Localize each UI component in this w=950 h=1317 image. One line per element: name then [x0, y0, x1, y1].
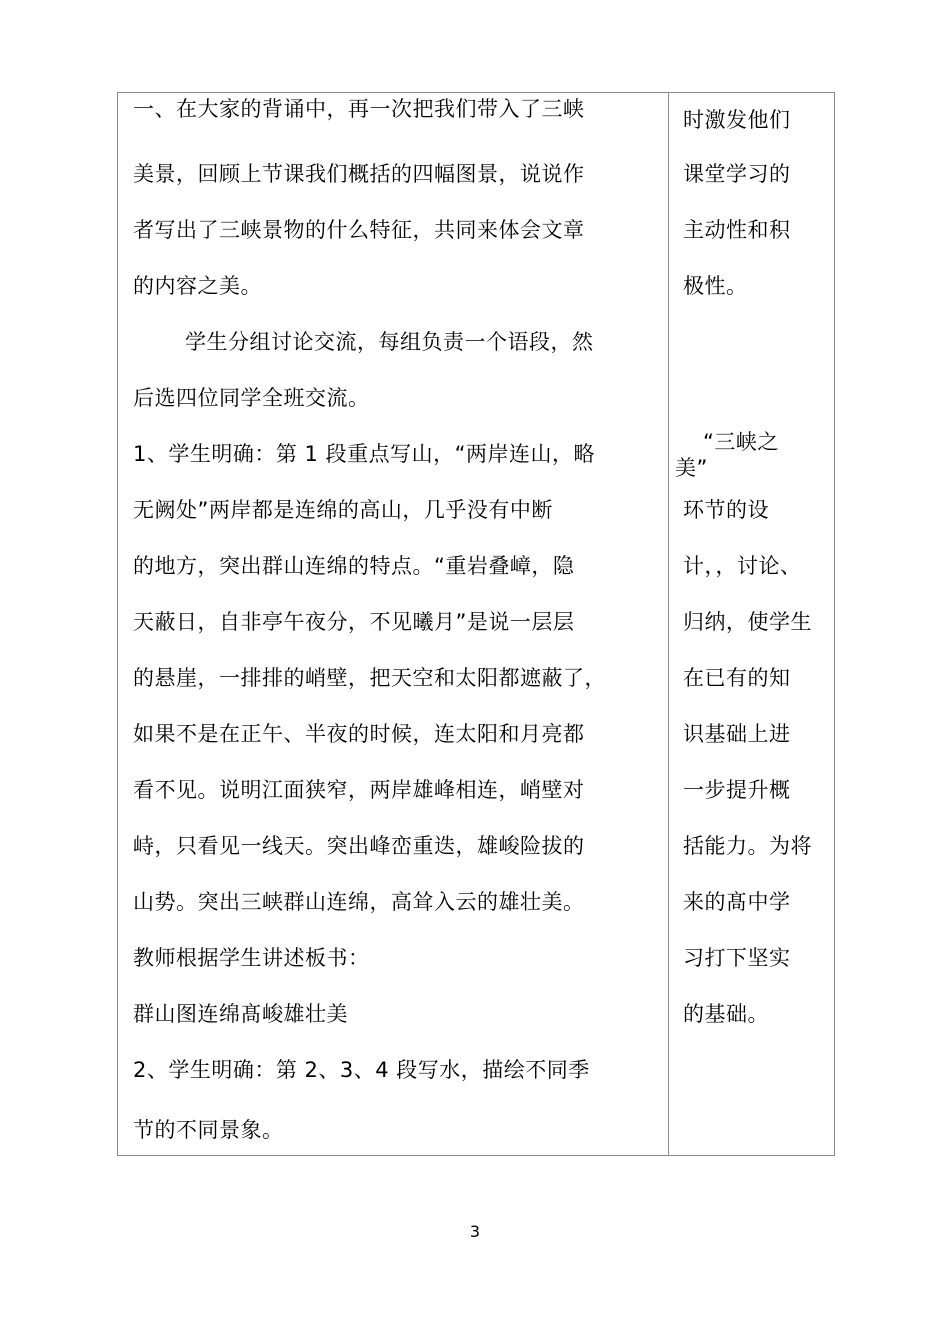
content-line: 1、学生明确：第 1 段重点写山，“两岸连山，略 — [133, 442, 595, 466]
content-line: 天蔽日，自非亭午夜分，不见曦月”是说一层层 — [133, 610, 575, 634]
note-line: 括能力。为将 — [683, 834, 812, 858]
content-line: 的内容之美。 — [133, 274, 262, 298]
note-line: 来的髙中学 — [683, 890, 791, 914]
note-line: 环节的设 — [683, 498, 769, 522]
column-divider — [668, 92, 669, 1156]
content-line: 学生分组讨论交流，每组负责一个语段，然 — [185, 330, 594, 354]
note-line: 习打下坚实 — [683, 946, 791, 970]
note-line: 归纳，使学生 — [683, 610, 812, 634]
content-line: 群山图连绵髙峻雄壮美 — [133, 1002, 348, 1026]
note-line: 时激发他们 — [683, 108, 791, 132]
content-line: 2、学生明确：第 2、3、4 段写水，描绘不同季 — [133, 1058, 590, 1082]
content-line: 教师根据学生讲述板书： — [133, 946, 370, 970]
note-line: “三峡之 — [703, 430, 779, 454]
content-line: 美景，回顾上节课我们概括的四幅图景，说说作 — [133, 162, 585, 186]
note-line: 识基础上进 — [683, 722, 791, 746]
content-line: 的悬崖，一排排的峭壁，把天空和太阳都遮蔽了， — [133, 666, 606, 690]
note-line: 主动性和积 — [683, 218, 791, 242]
content-line: 山势。突出三峡群山连绵，高耸入云的雄壮美。 — [133, 890, 585, 914]
content-line: 如果不是在正午、半夜的时候，连太阳和月亮都 — [133, 722, 585, 746]
content-line: 看不见。说明江面狭窄，两岸雄峰相连，峭壁对 — [133, 778, 585, 802]
content-line: 者写出了三峡景物的什么特征，共同来体会文章 — [133, 218, 585, 242]
note-line: 美” — [675, 456, 708, 480]
content-line: 节的不同景象。 — [133, 1118, 284, 1142]
note-line: 计，，讨论、 — [683, 554, 802, 578]
note-line: 极性。 — [683, 274, 748, 298]
content-line: 峙，只看见一线天。突出峰峦重迭，雄峻险拔的 — [133, 834, 585, 858]
content-line: 无阙处”两岸都是连绵的高山，几乎没有中断 — [133, 498, 553, 522]
content-line: 一、在大家的背诵中，再一次把我们带入了三峡 — [133, 97, 585, 121]
content-line: 后选四位同学全班交流。 — [133, 386, 370, 410]
note-line: 课堂学习的 — [683, 162, 791, 186]
content-line: 的地方，突出群山连绵的特点。“重岩叠嶂，隐 — [133, 554, 575, 578]
note-line: 的基础。 — [683, 1002, 769, 1026]
note-line: 一步提升概 — [683, 778, 791, 802]
note-line: 在已有的知 — [683, 666, 791, 690]
page-number: 3 — [469, 1222, 481, 1241]
